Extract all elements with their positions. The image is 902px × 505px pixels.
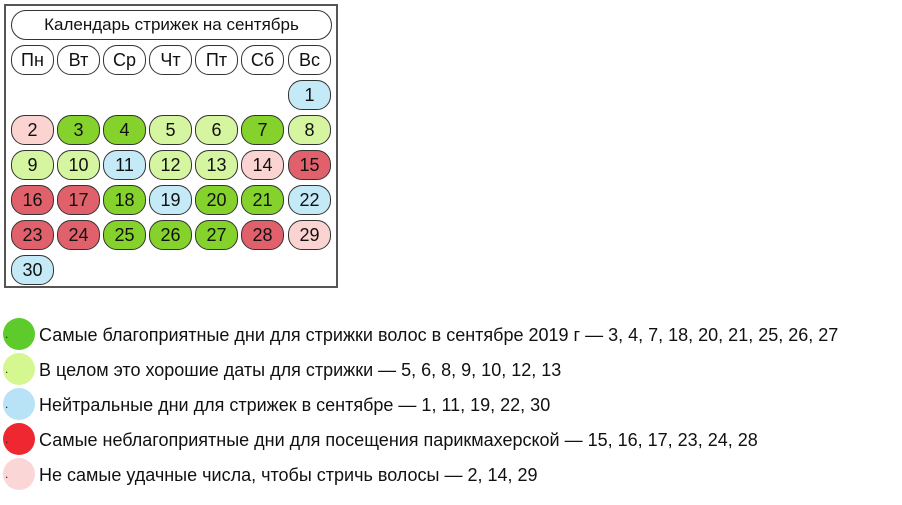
day-cell-25: 25 — [103, 220, 146, 250]
day-cell-17: 17 — [57, 185, 100, 215]
day-cell-8: 8 — [288, 115, 331, 145]
day-cell-30: 30 — [11, 255, 54, 285]
legend-text: Не самые удачные числа, чтобы стричь волосы — 2, 14, 29 — [39, 465, 538, 485]
day-cell-26: 26 — [149, 220, 192, 250]
weekday-label: Пн — [11, 45, 54, 75]
day-cell-27: 27 — [195, 220, 238, 250]
legend-text: В целом это хорошие даты для стрижки — 5, 6, 8, 9, 10, 12, 13 — [39, 360, 562, 380]
day-cell-14: 14 — [241, 150, 284, 180]
legend-mark: . — [5, 467, 9, 481]
haircut-calendar — [4, 4, 338, 288]
legend-item-good — [3, 353, 898, 387]
legend-mark: . — [5, 432, 9, 446]
day-cell-1: 1 — [288, 80, 331, 110]
weekday-label: Чт — [149, 45, 192, 75]
calendar-title: Календарь стрижек на сентябрь — [11, 10, 332, 40]
day-cell-21: 21 — [241, 185, 284, 215]
weekday-label: Вт — [57, 45, 100, 75]
day-cell-18: 18 — [103, 185, 146, 215]
weekday-label: Пт — [195, 45, 238, 75]
day-cell-9: 9 — [11, 150, 54, 180]
day-cell-19: 19 — [149, 185, 192, 215]
legend-text: Нейтральные дни для стрижек в сентябре — 1, 11, 19, 22, 30 — [39, 395, 551, 415]
day-cell-16: 16 — [11, 185, 54, 215]
day-cell-11: 11 — [103, 150, 146, 180]
legend-item-meh — [3, 458, 898, 492]
legend-item-bad — [3, 423, 898, 457]
weekday-label: Вс — [288, 45, 331, 75]
day-cell-10: 10 — [57, 150, 100, 180]
day-cell-13: 13 — [195, 150, 238, 180]
day-cell-5: 5 — [149, 115, 192, 145]
day-cell-2: 2 — [11, 115, 54, 145]
day-cell-3: 3 — [57, 115, 100, 145]
day-cell-15: 15 — [288, 150, 331, 180]
weekday-label: Сб — [241, 45, 284, 75]
day-cell-7: 7 — [241, 115, 284, 145]
day-cell-28: 28 — [241, 220, 284, 250]
legend-text: Самые благоприятные дни для стрижки волос в сентябре 2019 г — 3, 4, 7, 18, 20, 21, 25, 26, 27 — [39, 325, 839, 345]
legend-mark: . — [5, 362, 9, 376]
day-cell-6: 6 — [195, 115, 238, 145]
weekday-label: Ср — [103, 45, 146, 75]
day-cell-22: 22 — [288, 185, 331, 215]
day-cell-12: 12 — [149, 150, 192, 180]
legend-mark: . — [5, 327, 9, 341]
day-cell-20: 20 — [195, 185, 238, 215]
day-cell-24: 24 — [57, 220, 100, 250]
day-cell-23: 23 — [11, 220, 54, 250]
day-cell-29: 29 — [288, 220, 331, 250]
day-cell-4: 4 — [103, 115, 146, 145]
legend-mark: . — [5, 397, 9, 411]
legend-text: Самые неблагоприятные дни для посещения парикмахерской — 15, 16, 17, 23, 24, 28 — [39, 430, 758, 450]
legend-item-best — [3, 318, 898, 352]
legend-item-neutral — [3, 388, 898, 422]
